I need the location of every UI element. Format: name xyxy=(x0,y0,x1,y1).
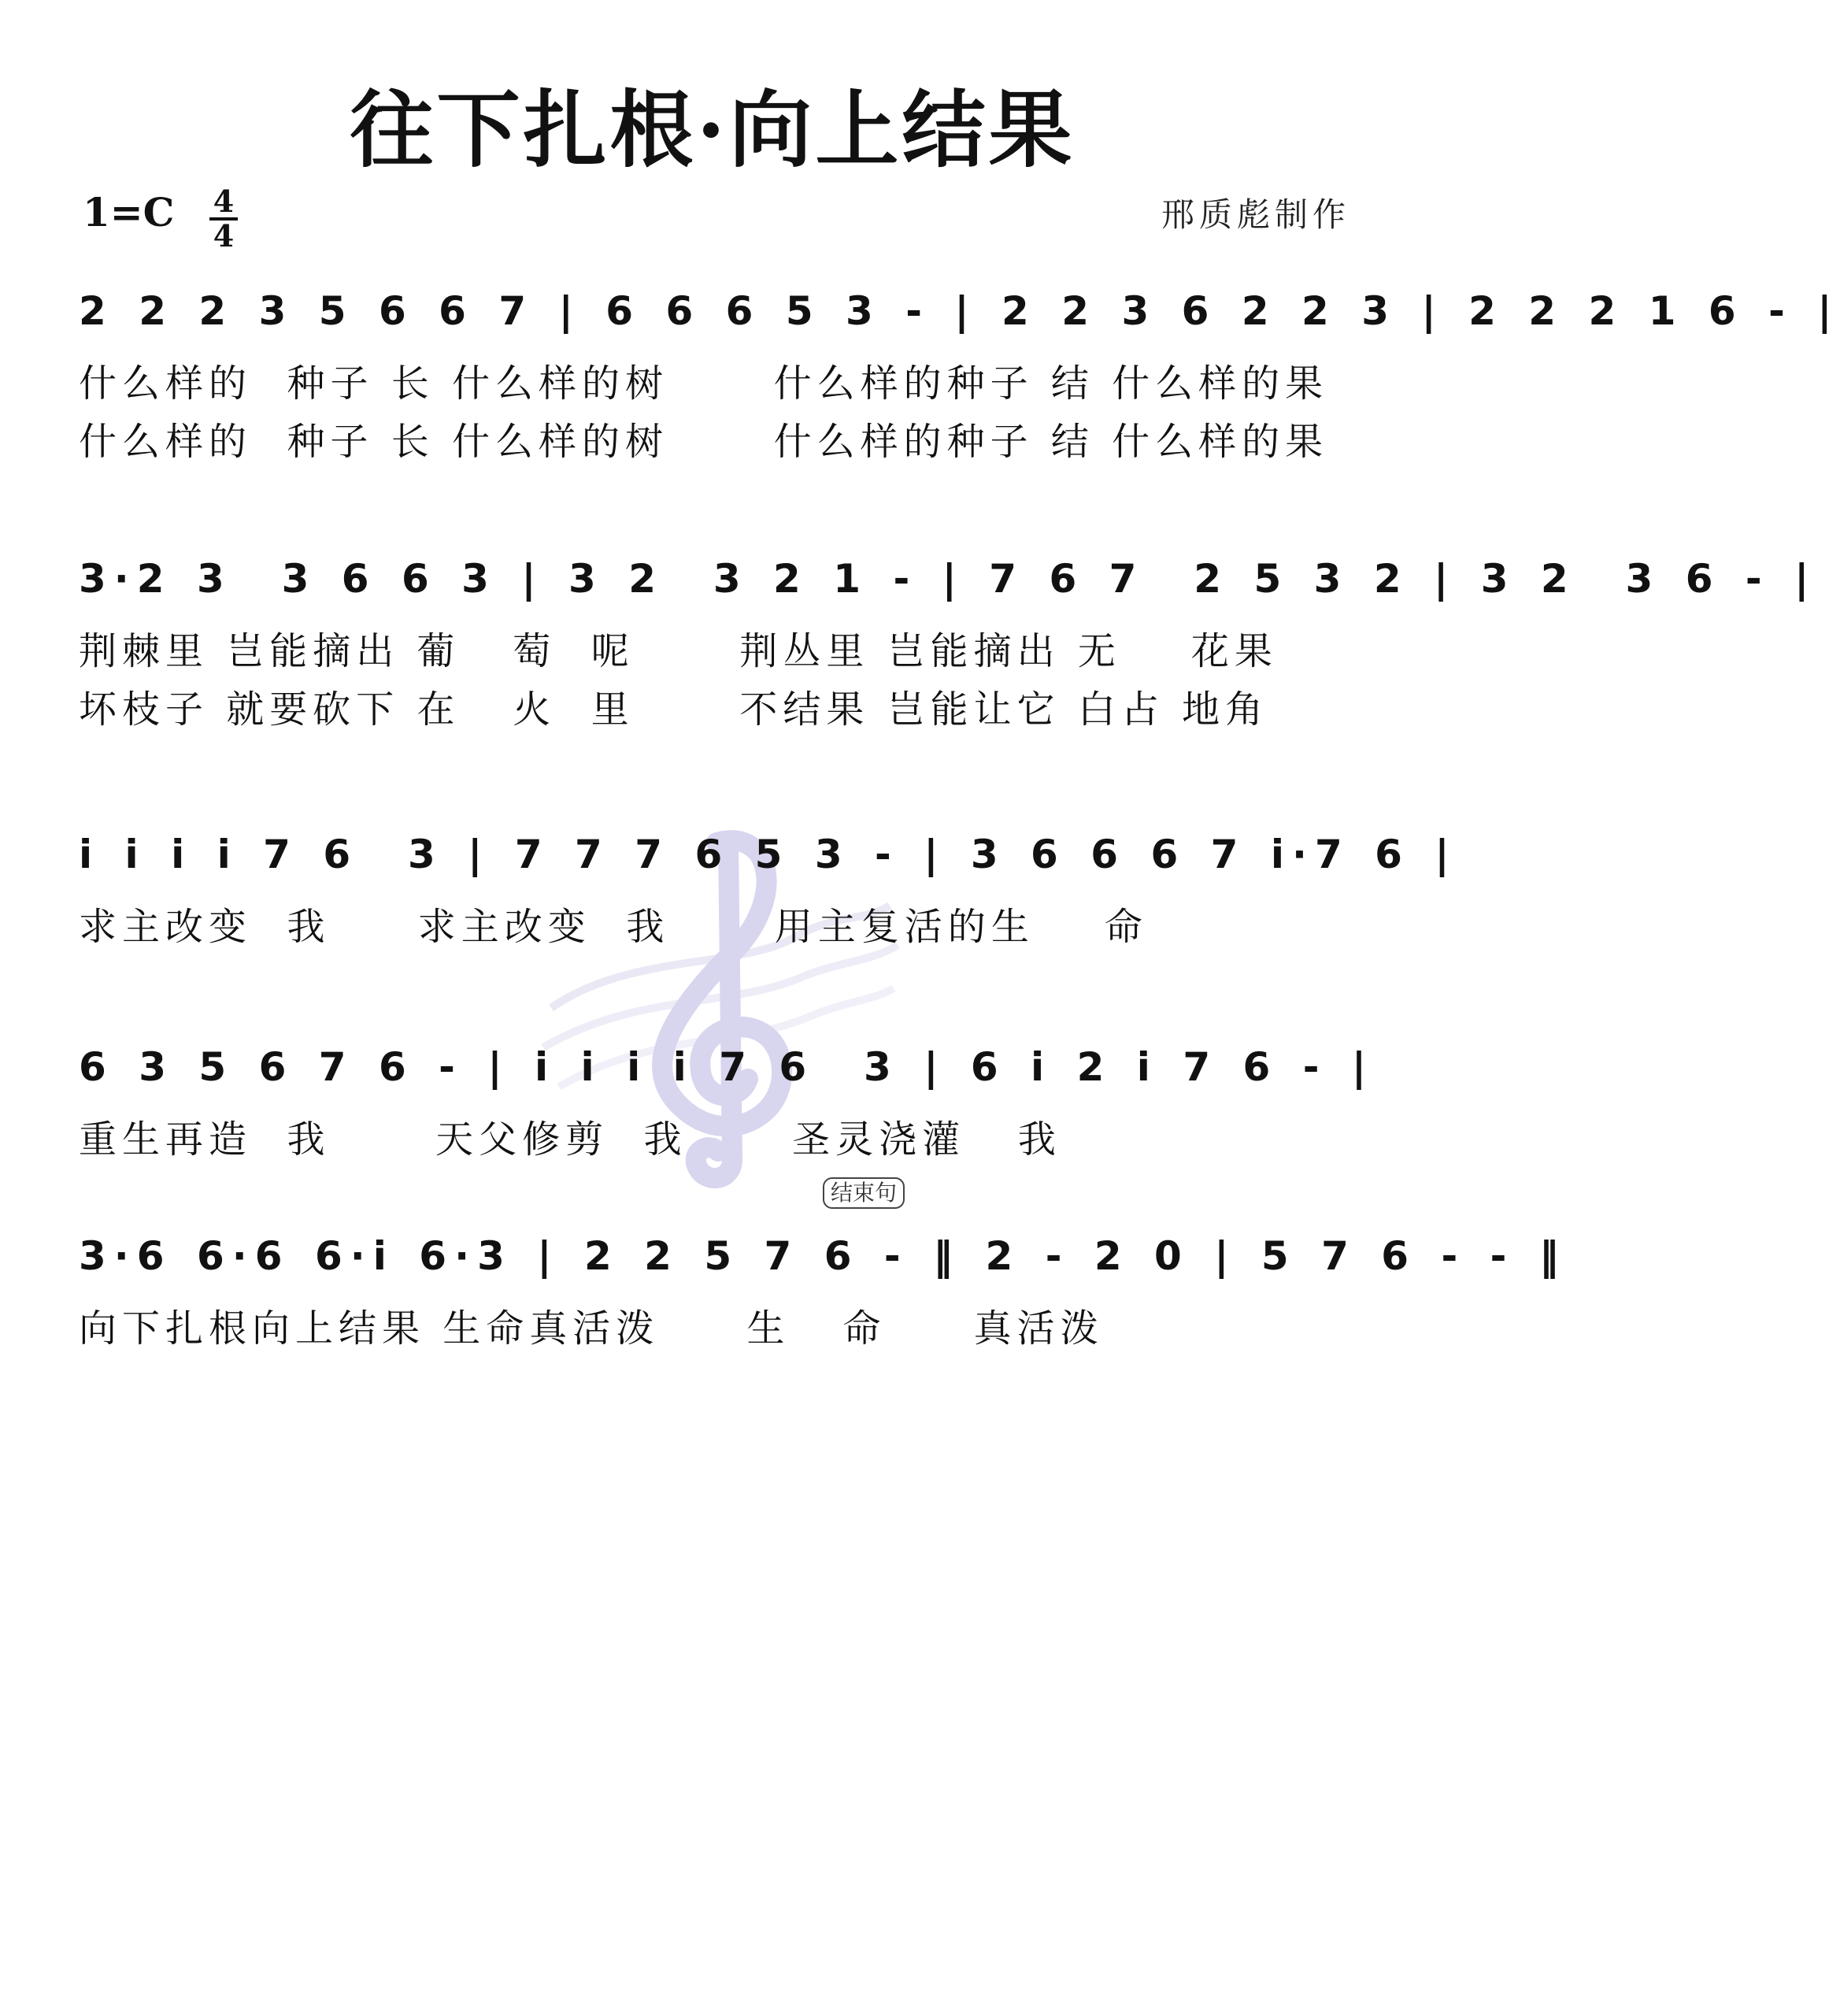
key-signature: 1=C xyxy=(83,189,175,235)
lyric-line: 求主改变 我 求主改变 我 用主复活的生 命 xyxy=(79,905,1148,949)
lyric-line: 什么样的 种子 长 什么样的树 什么样的种子 结 什么样的果 xyxy=(79,420,1329,464)
time-signature-bottom: 4 xyxy=(213,218,235,254)
time-signature xyxy=(206,183,241,254)
score-row-5 xyxy=(79,1213,1567,1358)
notation-line: 2 2 2 3 5 6 6 7 | 6 6 6 5 3 - | 2 2 3 6 2 2 3 | 2 2 2 1 6 - | xyxy=(79,288,1840,334)
notation-line: 6 3 5 6 7 6 - | i i i i 7 6 3 | 6 i 2 i 7 6 - | xyxy=(79,1044,1375,1090)
notation-line: 3·2 3 3 6 6 3 | 3 2 3 2 1 - | 7 6 7 2 5 3 2 | 3 2 3 6 - | xyxy=(79,556,1817,602)
lyric-line: 荆棘里 岂能摘出 葡 萄 呢 荆丛里 岂能摘出 无 花果 xyxy=(79,629,1278,673)
end-phrase-label: 结束句 xyxy=(823,1177,905,1209)
notation-line: i i i i 7 6 3 | 7 7 7 6 5 3 - | 3 6 6 6 7 i·7 6 | xyxy=(79,832,1457,877)
lyric-line: 什么样的 种子 长 什么样的树 什么样的种子 结 什么样的果 xyxy=(79,361,1329,406)
score-row-4 xyxy=(79,1024,1375,1169)
lyric-line: 向下扎根向上结果 生命真活泼 生 命 真活泼 xyxy=(79,1306,1104,1351)
score-row-3 xyxy=(79,811,1457,956)
lyric-line: 重生再造 我 天父修剪 我 圣灵浇灌 我 xyxy=(79,1117,1061,1162)
score-row-1 xyxy=(79,268,1840,471)
lyric-line: 坏枝子 就要砍下 在 火 里 不结果 岂能让它 白占 地角 xyxy=(79,687,1269,732)
time-signature-top: 4 xyxy=(213,183,235,219)
notation-line: 3·6 6·6 6·i 6·3 | 2 2 5 7 6 - ‖ 2 - 2 0 | 5 7 6 - - ‖ xyxy=(79,1233,1567,1279)
song-title: 往下扎根·向上结果 xyxy=(350,80,1075,179)
arranger-credit: 邢质彪制作 xyxy=(1161,195,1350,234)
score-row-2 xyxy=(79,536,1817,739)
